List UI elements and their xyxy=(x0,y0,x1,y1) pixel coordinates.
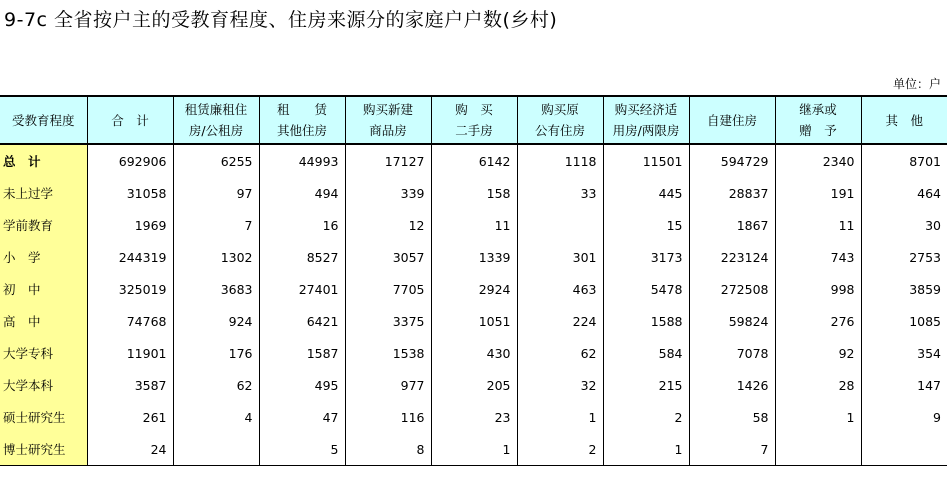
table-cell: 2 xyxy=(603,401,689,433)
table-cell: 59824 xyxy=(689,305,775,337)
table-cell: 301 xyxy=(517,241,603,273)
table-cell: 215 xyxy=(603,369,689,401)
table-cell: 244319 xyxy=(87,241,173,273)
table-cell: 998 xyxy=(775,273,861,305)
column-header-text: 租赁廉租住 xyxy=(184,102,248,117)
table-cell: 11501 xyxy=(603,144,689,177)
table-cell: 1867 xyxy=(689,209,775,241)
table-cell: 3587 xyxy=(87,369,173,401)
table-cell: 445 xyxy=(603,177,689,209)
table-cell: 191 xyxy=(775,177,861,209)
table-row xyxy=(0,273,947,305)
column-header-text: 房/公租房 xyxy=(188,123,244,138)
table-cell: 11 xyxy=(775,209,861,241)
table-cell: 28 xyxy=(775,369,861,401)
table-cell: 1302 xyxy=(173,241,259,273)
table-cell: 6421 xyxy=(259,305,345,337)
column-header-text: 购买新建 xyxy=(362,102,413,117)
table-row xyxy=(0,433,947,466)
table-cell: 5 xyxy=(259,433,345,466)
table-row xyxy=(0,337,947,369)
table-row xyxy=(0,369,947,401)
table-cell: 24 xyxy=(87,433,173,466)
table-cell: 584 xyxy=(603,337,689,369)
table-cell: 1 xyxy=(517,401,603,433)
table-cell: 16 xyxy=(259,209,345,241)
column-header xyxy=(259,96,345,144)
table-cell: 62 xyxy=(517,337,603,369)
table-row xyxy=(0,144,947,177)
table-cell: 23 xyxy=(431,401,517,433)
row-label: 小 学 xyxy=(0,241,87,273)
table-cell: 1085 xyxy=(861,305,947,337)
column-header-text: 自建住房 xyxy=(706,112,757,128)
table-cell: 1538 xyxy=(345,337,431,369)
table-cell: 743 xyxy=(775,241,861,273)
table-cell: 224 xyxy=(517,305,603,337)
table-cell: 463 xyxy=(517,273,603,305)
table-cell: 4 xyxy=(173,401,259,433)
column-header xyxy=(775,96,861,144)
row-label: 博士研究生 xyxy=(0,433,87,466)
table-cell: 464 xyxy=(861,177,947,209)
table-cell: 8527 xyxy=(259,241,345,273)
table-cell: 30 xyxy=(861,209,947,241)
table-cell: 1426 xyxy=(689,369,775,401)
table-cell: 354 xyxy=(861,337,947,369)
table-cell: 12 xyxy=(345,209,431,241)
unit-label: 单位：户 xyxy=(892,77,941,91)
table-cell: 977 xyxy=(345,369,431,401)
column-header-text: 用房/两限房 xyxy=(612,123,680,138)
column-header xyxy=(689,96,775,144)
table-cell: 97 xyxy=(173,177,259,209)
table-cell xyxy=(173,433,259,466)
table-row xyxy=(0,401,947,433)
table-cell: 2753 xyxy=(861,241,947,273)
table-cell: 692906 xyxy=(87,144,173,177)
table-cell: 8701 xyxy=(861,144,947,177)
table-cell: 3683 xyxy=(173,273,259,305)
table-cell: 7078 xyxy=(689,337,775,369)
table-cell: 147 xyxy=(861,369,947,401)
table-cell: 7705 xyxy=(345,273,431,305)
column-header-text: 租 赁 xyxy=(276,102,327,117)
row-label: 大学专科 xyxy=(0,337,87,369)
row-label: 未上过学 xyxy=(0,177,87,209)
column-header xyxy=(173,96,259,144)
table-cell: 339 xyxy=(345,177,431,209)
table-cell: 924 xyxy=(173,305,259,337)
table-cell: 2 xyxy=(517,433,603,466)
table-cell: 1 xyxy=(431,433,517,466)
column-header-text: 商品房 xyxy=(369,123,407,138)
table-cell: 223124 xyxy=(689,241,775,273)
table-cell: 1339 xyxy=(431,241,517,273)
table-cell: 47 xyxy=(259,401,345,433)
row-label: 大学本科 xyxy=(0,369,87,401)
column-header xyxy=(87,96,173,144)
table-cell: 494 xyxy=(259,177,345,209)
table-cell: 1 xyxy=(603,433,689,466)
table-cell: 1051 xyxy=(431,305,517,337)
table-cell xyxy=(775,433,861,466)
table-cell: 11901 xyxy=(87,337,173,369)
table-cell: 594729 xyxy=(689,144,775,177)
table-cell xyxy=(861,433,947,466)
table-cell: 158 xyxy=(431,177,517,209)
table-cell: 1 xyxy=(775,401,861,433)
table-row xyxy=(0,209,947,241)
column-header-text: 购买原 xyxy=(541,102,579,117)
column-header xyxy=(0,96,87,144)
table-cell: 176 xyxy=(173,337,259,369)
table-cell: 1118 xyxy=(517,144,603,177)
column-header-text: 二手房 xyxy=(455,123,493,138)
table-header-row xyxy=(0,96,947,144)
row-label: 硕士研究生 xyxy=(0,401,87,433)
table-row xyxy=(0,305,947,337)
column-header-text: 赠 予 xyxy=(799,123,837,138)
column-header xyxy=(345,96,431,144)
table-cell: 33 xyxy=(517,177,603,209)
column-header xyxy=(517,96,603,144)
column-header-text: 合 计 xyxy=(111,112,149,128)
table-cell xyxy=(517,209,603,241)
table-cell: 1588 xyxy=(603,305,689,337)
table-cell: 32 xyxy=(517,369,603,401)
table-cell: 276 xyxy=(775,305,861,337)
table-cell: 44993 xyxy=(259,144,345,177)
table-cell: 1969 xyxy=(87,209,173,241)
column-header-text: 公有住房 xyxy=(534,123,585,138)
page-title: 9-7c 全省按户主的受教育程度、住房来源分的家庭户户数(乡村) xyxy=(4,9,558,31)
table-cell: 27401 xyxy=(259,273,345,305)
table-cell: 28837 xyxy=(689,177,775,209)
table-cell: 9 xyxy=(861,401,947,433)
column-header-text: 继承或 xyxy=(799,102,837,117)
table-cell: 272508 xyxy=(689,273,775,305)
table-cell: 495 xyxy=(259,369,345,401)
column-header xyxy=(431,96,517,144)
column-header-text: 其 他 xyxy=(885,112,923,128)
table-cell: 6255 xyxy=(173,144,259,177)
row-label: 初 中 xyxy=(0,273,87,305)
table-cell: 7 xyxy=(689,433,775,466)
table-cell: 205 xyxy=(431,369,517,401)
column-header xyxy=(603,96,689,144)
table-cell: 3859 xyxy=(861,273,947,305)
table-row xyxy=(0,241,947,273)
table-cell: 261 xyxy=(87,401,173,433)
column-header-text: 受教育程度 xyxy=(11,112,75,128)
table-cell: 58 xyxy=(689,401,775,433)
column-header-text: 其他住房 xyxy=(276,123,327,138)
table-cell: 62 xyxy=(173,369,259,401)
table-body xyxy=(0,144,947,466)
table-row xyxy=(0,177,947,209)
table-cell: 3057 xyxy=(345,241,431,273)
table-cell: 325019 xyxy=(87,273,173,305)
table-cell: 7 xyxy=(173,209,259,241)
table-cell: 11 xyxy=(431,209,517,241)
table-cell: 3173 xyxy=(603,241,689,273)
row-label: 学前教育 xyxy=(0,209,87,241)
table-cell: 92 xyxy=(775,337,861,369)
table-cell: 2340 xyxy=(775,144,861,177)
table-cell: 6142 xyxy=(431,144,517,177)
table-cell: 5478 xyxy=(603,273,689,305)
column-header xyxy=(861,96,947,144)
column-header-text: 购买经济适 xyxy=(614,102,678,117)
table-cell: 8 xyxy=(345,433,431,466)
row-label: 高 中 xyxy=(0,305,87,337)
table-cell: 15 xyxy=(603,209,689,241)
table-cell: 2924 xyxy=(431,273,517,305)
data-table xyxy=(0,95,947,466)
table-cell: 3375 xyxy=(345,305,431,337)
row-label: 总 计 xyxy=(0,144,87,177)
table-cell: 1587 xyxy=(259,337,345,369)
table-cell: 74768 xyxy=(87,305,173,337)
table-cell: 430 xyxy=(431,337,517,369)
table-cell: 31058 xyxy=(87,177,173,209)
table-cell: 116 xyxy=(345,401,431,433)
column-header-text: 购 买 xyxy=(455,102,493,117)
table-cell: 17127 xyxy=(345,144,431,177)
